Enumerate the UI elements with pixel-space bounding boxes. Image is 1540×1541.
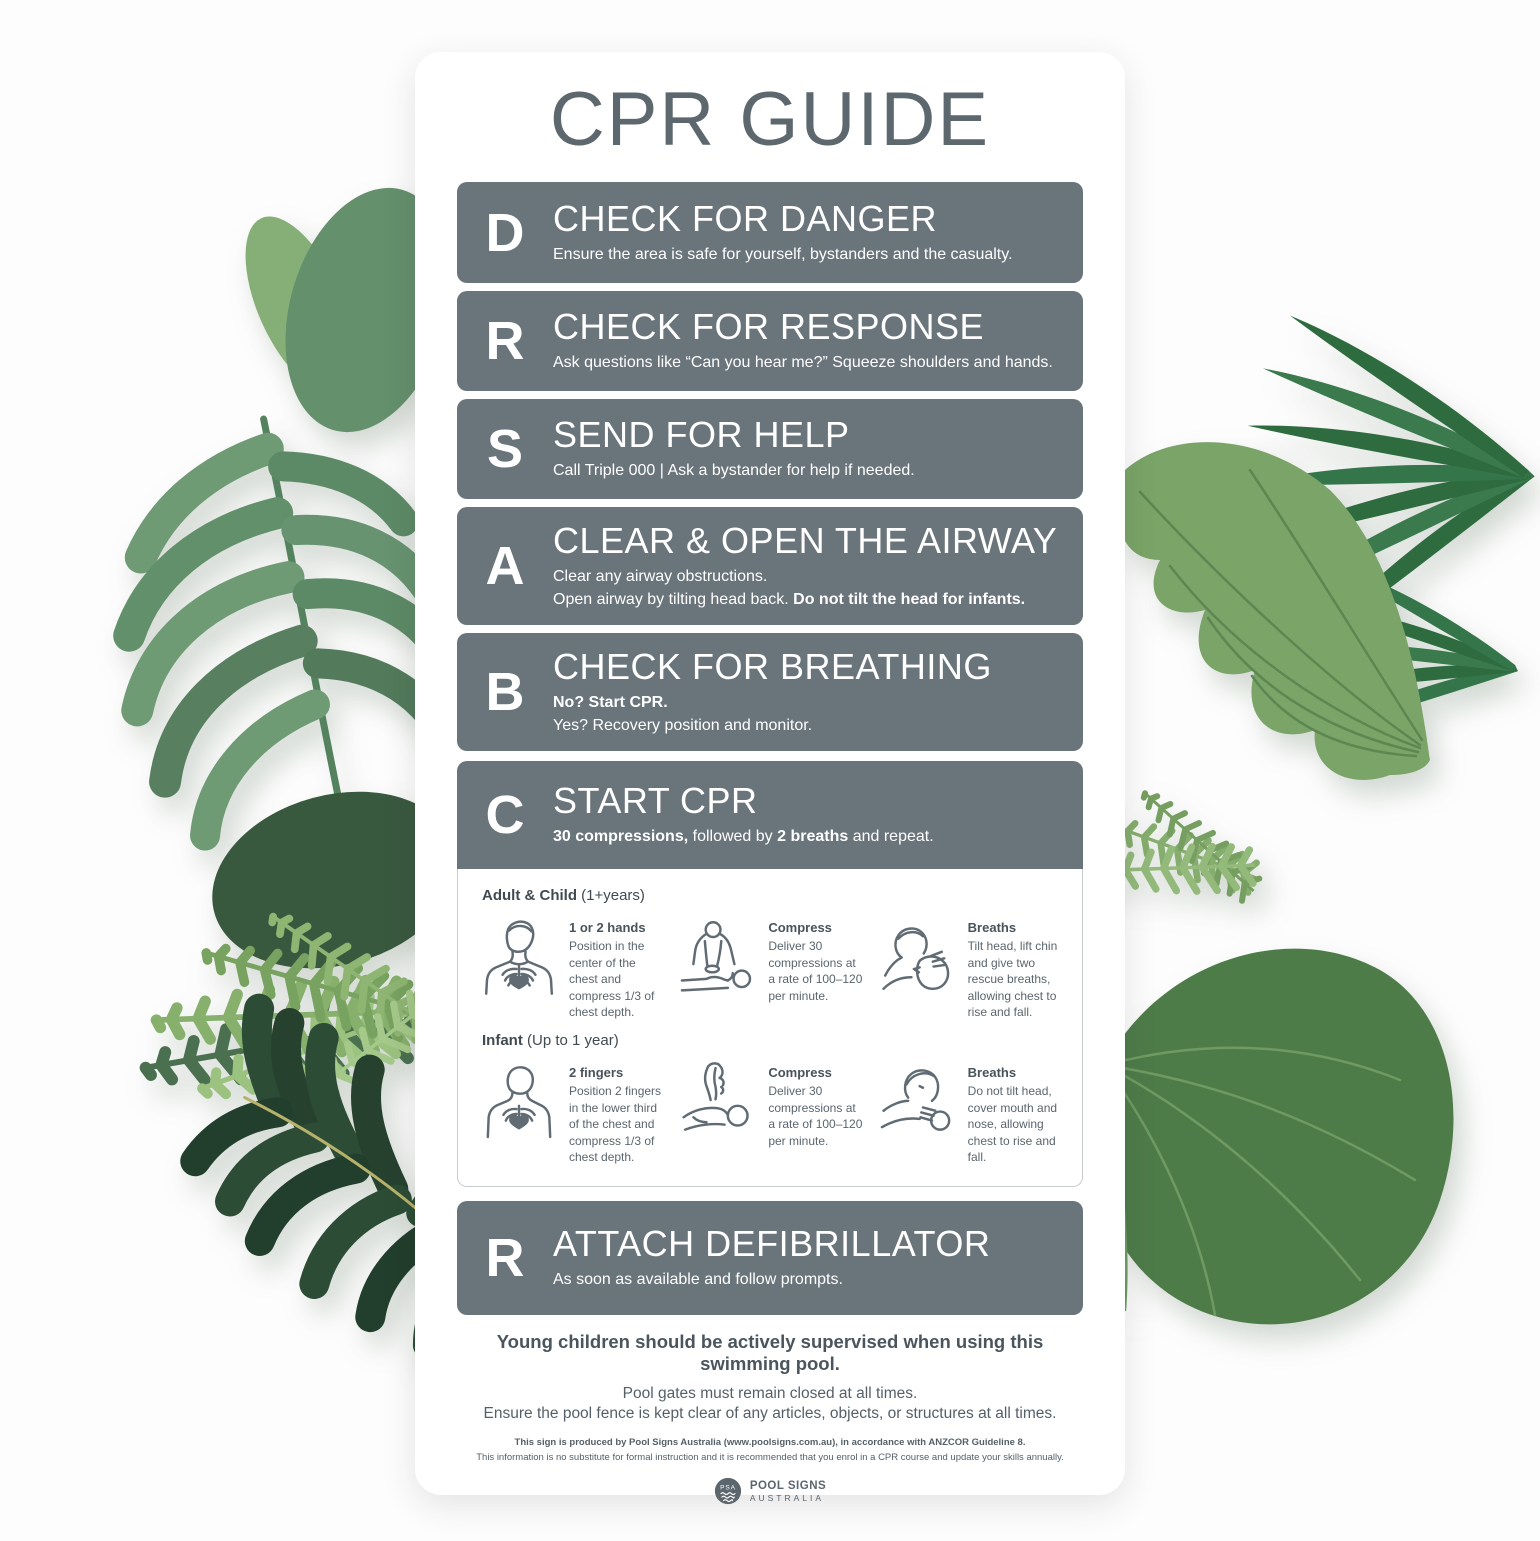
logo-country: AUSTRALIA [749,1492,825,1503]
step-letter-d: D [485,202,525,263]
infant-compress-item [677,1059,864,1166]
adult-hands-item [478,914,665,1021]
step-desc: Ask questions like “Can you hear me?” Squeeze shoulders and hands. [553,354,1053,372]
infant-detail-row [478,1059,1064,1163]
step-title: CHECK FOR RESPONSE [553,306,985,348]
step-letter-r: R [485,311,525,371]
adult-detail-row [478,914,1064,1018]
item-desc: Deliver 30 compressions at a rate of 100–120 per minute. [768,1084,863,1148]
produced-by-note: This sign is produced by Pool Signs Australia (www.poolsigns.com.au), in accordance with ANZCOR Guideline 8. [514,1437,1026,1449]
infant-compress-icon [677,1059,759,1151]
step-response [457,291,1083,391]
step-letter-a: A [485,536,525,596]
round-leaf-right [1099,949,1454,1325]
item-desc: Position 2 fingers in the lower third of the chest and compress 1/3 of chest depth. [569,1084,662,1165]
adult-compress-item [677,914,864,1021]
infant-breaths-item [877,1059,1064,1166]
step-title: SEND FOR HELP [553,414,850,456]
disclaimer-note: This information is no substitute for formal instruction and it is recommended that you enrol in a CPR course and update your skills annually. [476,1452,1064,1464]
step-danger [457,182,1083,283]
step-title: START CPR [553,780,758,822]
page-title: CPR GUIDE [549,77,991,162]
step-letter-s: S [486,419,524,479]
adult-chest-icon [478,914,560,1006]
step-desc: As soon as available and follow prompts. [553,1271,843,1289]
step-letter-b: B [485,662,525,722]
infant-fingers-item [478,1059,665,1166]
step-title: CLEAR & OPEN THE AIRWAY [553,519,1058,561]
item-desc: Position in the center of the chest and compress 1/3 of chest depth. [569,939,655,1020]
item-desc: Deliver 30 compressions at a rate of 100–120 per minute. [768,939,863,1003]
item-title: Compress [768,1065,832,1080]
step-desc: Ensure the area is safe for yourself, bystanders and the casualty. [553,245,1013,263]
adult-compress-icon [677,914,759,1006]
item-title: Breaths [967,1065,1017,1080]
step-desc: 30 compressions, followed by 2 breaths and repeat. [553,828,934,846]
item-title: Compress [768,920,832,935]
step-letter-r2: R [485,1228,525,1288]
pool-gate-rule: Pool gates must remain closed at all times. [622,1385,918,1402]
step-title: CHECK FOR DANGER [553,197,938,239]
step-start-cpr [457,761,1083,869]
step-title: CHECK FOR BREATHING [553,645,992,687]
pool-signs-australia-logo [714,1477,826,1505]
fan-leaf-right [1118,442,1430,780]
step-breathing [457,633,1083,751]
step-title: ATTACH DEFIBRILLATOR [553,1223,991,1265]
step-letter-c: C [485,785,525,845]
cpr-sign-card [415,52,1125,1503]
supervision-notice: Young children should be actively supervised when using this swimming pool. [496,1331,1044,1374]
sign-footer [457,1331,1083,1510]
item-title: 1 or 2 hands [569,920,646,935]
cpr-detail-panel [457,869,1083,1187]
adult-breaths-item [877,914,1064,1021]
item-title: Breaths [967,920,1017,935]
infant-breaths-icon [877,1059,959,1151]
infant-chest-icon [478,1059,560,1151]
step-send-for-help [457,399,1083,499]
logo-name: POOL SIGNS [749,1479,827,1492]
step-desc: Call Triple 000 | Ask a bystander for help if needed. [553,462,915,480]
item-title: 2 fingers [569,1065,624,1080]
step-desc: Open airway by tilting head back. Do not tilt the head for infants. [553,590,1026,608]
step-desc: No? Start CPR. [553,694,668,712]
step-desc: Clear any airway obstructions. [553,568,768,586]
pool-fence-rule: Ensure the pool fence is kept clear of any articles, objects, or structures at all times. [483,1405,1057,1423]
adult-breaths-icon [877,914,959,1006]
psa-logo-icon [714,1477,742,1505]
svg-text:PSA: PSA [719,1484,736,1492]
step-desc: Yes? Recovery position and monitor. [553,716,813,734]
step-defibrillator [457,1201,1083,1315]
item-desc: Tilt head, lift chin and give two rescue breaths, allowing chest to rise and fall. [967,939,1058,1020]
steps-list [457,182,1083,1315]
step-airway [457,507,1083,625]
item-desc: Do not tilt head, cover mouth and nose, allowing chest to rise and fall. [967,1084,1058,1165]
adult-child-heading: Adult & Child (1+years) [482,887,645,904]
infant-heading: Infant (Up to 1 year) [482,1032,619,1049]
